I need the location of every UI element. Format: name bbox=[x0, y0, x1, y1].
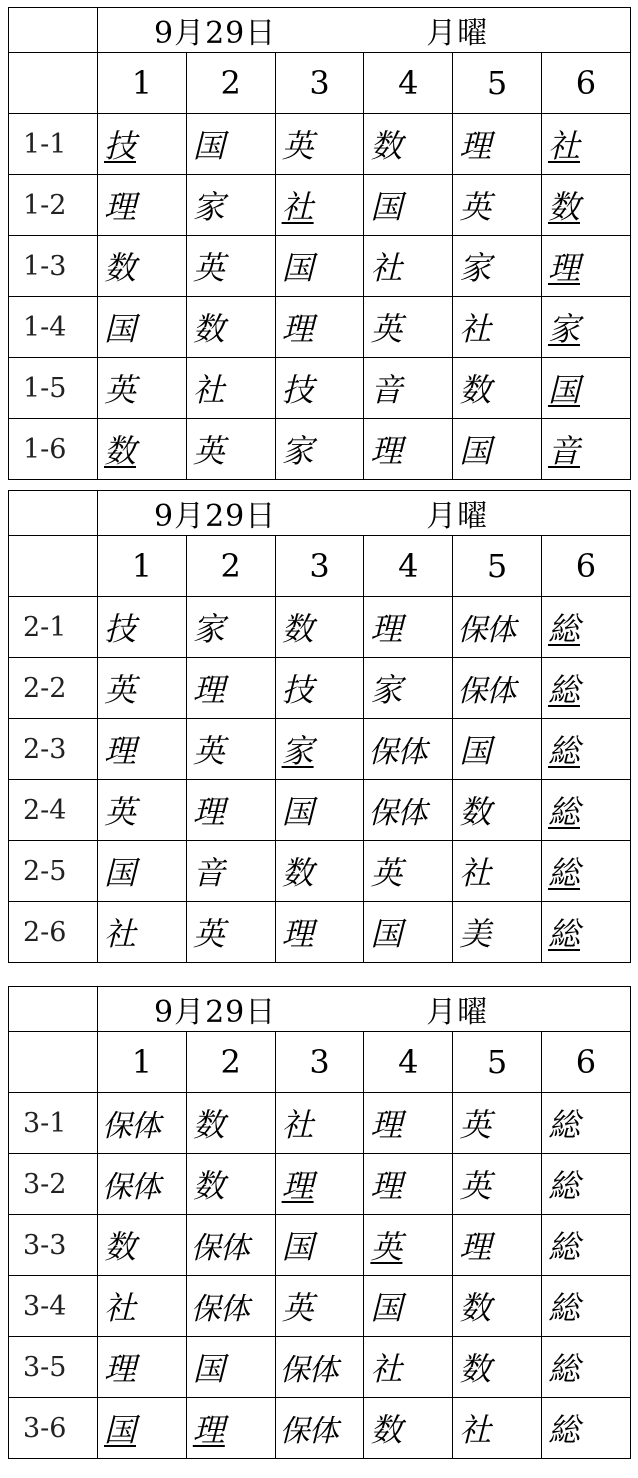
subject-cell: 英 bbox=[453, 1154, 542, 1215]
subject-cell: 英 bbox=[453, 175, 542, 236]
subject-cell: 家 bbox=[186, 597, 275, 658]
subject-cell: 社 bbox=[275, 175, 364, 236]
class-label: 3-4 bbox=[9, 1276, 98, 1337]
table-row bbox=[9, 114, 631, 175]
corner-cell bbox=[9, 1032, 98, 1093]
subject-cell: 理 bbox=[186, 658, 275, 719]
subject-cell: 英 bbox=[275, 1276, 364, 1337]
class-label: 1-1 bbox=[9, 114, 98, 175]
period-header: 1 bbox=[98, 1032, 187, 1093]
subject-cell: 社 bbox=[541, 114, 630, 175]
weekday-text: 月曜 bbox=[426, 16, 489, 51]
period-header: 4 bbox=[364, 53, 453, 114]
subject-cell: 英 bbox=[364, 297, 453, 358]
corner-cell bbox=[9, 53, 98, 114]
table-row bbox=[9, 419, 631, 480]
corner-cell bbox=[9, 987, 98, 1032]
table-row bbox=[9, 1276, 631, 1337]
subject-cell: 理 bbox=[364, 597, 453, 658]
class-label: 3-3 bbox=[9, 1215, 98, 1276]
class-label: 1-6 bbox=[9, 419, 98, 480]
subject-cell: 家 bbox=[186, 175, 275, 236]
subject-cell: 保体 bbox=[186, 1215, 275, 1276]
date-header bbox=[98, 491, 631, 536]
class-label: 1-5 bbox=[9, 358, 98, 419]
subject-cell: 英 bbox=[186, 419, 275, 480]
class-label: 2-4 bbox=[9, 780, 98, 841]
subject-cell: 英 bbox=[186, 719, 275, 780]
period-header: 6 bbox=[541, 53, 630, 114]
period-header: 3 bbox=[275, 53, 364, 114]
subject-cell: 社 bbox=[453, 841, 542, 902]
subject-cell: 国 bbox=[186, 114, 275, 175]
subject-cell: 理 bbox=[275, 1154, 364, 1215]
subject-cell: 理 bbox=[98, 175, 187, 236]
subject-cell: 数 bbox=[98, 236, 187, 297]
subject-cell: 総 bbox=[541, 841, 630, 902]
subject-cell: 数 bbox=[98, 1215, 187, 1276]
subject-cell: 保体 bbox=[275, 1398, 364, 1459]
table-row bbox=[9, 841, 631, 902]
subject-cell: 英 bbox=[453, 1093, 542, 1154]
corner-cell bbox=[9, 491, 98, 536]
subject-cell: 保体 bbox=[98, 1154, 187, 1215]
subject-cell: 総 bbox=[541, 1337, 630, 1398]
period-header: 5 bbox=[453, 1032, 542, 1093]
subject-cell: 理 bbox=[98, 719, 187, 780]
period-header: 2 bbox=[186, 53, 275, 114]
subject-cell: 理 bbox=[364, 1154, 453, 1215]
table-row bbox=[9, 719, 631, 780]
subject-cell: 数 bbox=[186, 1154, 275, 1215]
subject-cell: 英 bbox=[98, 780, 187, 841]
subject-cell: 理 bbox=[98, 1337, 187, 1398]
subject-cell: 理 bbox=[275, 902, 364, 963]
subject-cell: 国 bbox=[275, 1215, 364, 1276]
subject-cell: 理 bbox=[453, 114, 542, 175]
subject-cell: 理 bbox=[186, 780, 275, 841]
period-header: 2 bbox=[186, 1032, 275, 1093]
subject-cell: 総 bbox=[541, 597, 630, 658]
subject-cell: 音 bbox=[364, 358, 453, 419]
subject-cell: 社 bbox=[453, 1398, 542, 1459]
subject-cell: 保体 bbox=[453, 658, 542, 719]
table-row bbox=[9, 902, 631, 963]
subject-cell: 家 bbox=[275, 719, 364, 780]
subject-cell: 家 bbox=[364, 658, 453, 719]
subject-cell: 保体 bbox=[186, 1276, 275, 1337]
corner-cell bbox=[9, 536, 98, 597]
class-label: 3-5 bbox=[9, 1337, 98, 1398]
subject-cell: 音 bbox=[541, 419, 630, 480]
class-label: 3-1 bbox=[9, 1093, 98, 1154]
subject-cell: 国 bbox=[275, 780, 364, 841]
subject-cell: 社 bbox=[98, 1276, 187, 1337]
table-row bbox=[9, 1093, 631, 1154]
subject-cell: 数 bbox=[364, 1398, 453, 1459]
class-label: 3-2 bbox=[9, 1154, 98, 1215]
timetable-grade-3 bbox=[8, 986, 631, 1459]
subject-cell: 理 bbox=[364, 419, 453, 480]
corner-cell bbox=[9, 8, 98, 53]
subject-cell: 音 bbox=[186, 841, 275, 902]
subject-cell: 英 bbox=[364, 841, 453, 902]
subject-cell: 数 bbox=[453, 358, 542, 419]
subject-cell: 数 bbox=[98, 419, 187, 480]
subject-cell: 保体 bbox=[275, 1337, 364, 1398]
timetable-grade-1 bbox=[8, 7, 631, 480]
period-header: 6 bbox=[541, 1032, 630, 1093]
subject-cell: 数 bbox=[364, 114, 453, 175]
period-header: 2 bbox=[186, 536, 275, 597]
weekday-text: 月曜 bbox=[426, 499, 489, 534]
subject-cell: 家 bbox=[453, 236, 542, 297]
subject-cell: 保体 bbox=[98, 1093, 187, 1154]
table-row bbox=[9, 780, 631, 841]
subject-cell: 保体 bbox=[364, 719, 453, 780]
subject-cell: 保体 bbox=[453, 597, 542, 658]
period-header: 4 bbox=[364, 1032, 453, 1093]
table-row bbox=[9, 175, 631, 236]
class-label: 2-5 bbox=[9, 841, 98, 902]
subject-cell: 技 bbox=[98, 597, 187, 658]
period-header: 6 bbox=[541, 536, 630, 597]
subject-cell: 総 bbox=[541, 1276, 630, 1337]
subject-cell: 数 bbox=[275, 841, 364, 902]
period-header: 5 bbox=[453, 536, 542, 597]
subject-cell: 数 bbox=[541, 175, 630, 236]
subject-cell: 国 bbox=[186, 1337, 275, 1398]
subject-cell: 理 bbox=[186, 1398, 275, 1459]
class-label: 3-6 bbox=[9, 1398, 98, 1459]
subject-cell: 社 bbox=[453, 297, 542, 358]
subject-cell: 社 bbox=[364, 236, 453, 297]
class-label: 2-3 bbox=[9, 719, 98, 780]
subject-cell: 社 bbox=[364, 1337, 453, 1398]
subject-cell: 総 bbox=[541, 1215, 630, 1276]
subject-cell: 家 bbox=[541, 297, 630, 358]
subject-cell: 数 bbox=[453, 1276, 542, 1337]
subject-cell: 総 bbox=[541, 1093, 630, 1154]
period-header: 5 bbox=[453, 53, 542, 114]
period-header: 3 bbox=[275, 1032, 364, 1093]
subject-cell: 英 bbox=[275, 114, 364, 175]
date-text: 9月29日 bbox=[154, 499, 277, 534]
class-label: 2-2 bbox=[9, 658, 98, 719]
period-header: 3 bbox=[275, 536, 364, 597]
period-header: 1 bbox=[98, 536, 187, 597]
subject-cell: 国 bbox=[364, 175, 453, 236]
subject-cell: 英 bbox=[364, 1215, 453, 1276]
subject-cell: 英 bbox=[186, 902, 275, 963]
class-label: 2-6 bbox=[9, 902, 98, 963]
timetable-grade-2 bbox=[8, 490, 631, 963]
subject-cell: 保体 bbox=[364, 780, 453, 841]
date-header bbox=[98, 8, 631, 53]
subject-cell: 理 bbox=[541, 236, 630, 297]
subject-cell: 総 bbox=[541, 1154, 630, 1215]
table-row bbox=[9, 658, 631, 719]
subject-cell: 国 bbox=[275, 236, 364, 297]
date-header bbox=[98, 987, 631, 1032]
subject-cell: 数 bbox=[186, 297, 275, 358]
subject-cell: 総 bbox=[541, 658, 630, 719]
subject-cell: 数 bbox=[186, 1093, 275, 1154]
subject-cell: 英 bbox=[98, 358, 187, 419]
subject-cell: 国 bbox=[541, 358, 630, 419]
subject-cell: 社 bbox=[275, 1093, 364, 1154]
subject-cell: 技 bbox=[98, 114, 187, 175]
table-row bbox=[9, 1154, 631, 1215]
subject-cell: 総 bbox=[541, 780, 630, 841]
subject-cell: 数 bbox=[275, 597, 364, 658]
subject-cell: 総 bbox=[541, 902, 630, 963]
subject-cell: 技 bbox=[275, 658, 364, 719]
subject-cell: 英 bbox=[98, 658, 187, 719]
period-header: 4 bbox=[364, 536, 453, 597]
subject-cell: 国 bbox=[453, 419, 542, 480]
subject-cell: 国 bbox=[98, 297, 187, 358]
table-row bbox=[9, 236, 631, 297]
class-label: 1-2 bbox=[9, 175, 98, 236]
subject-cell: 技 bbox=[275, 358, 364, 419]
class-label: 1-3 bbox=[9, 236, 98, 297]
subject-cell: 総 bbox=[541, 1398, 630, 1459]
subject-cell: 社 bbox=[98, 902, 187, 963]
period-header: 1 bbox=[98, 53, 187, 114]
table-row bbox=[9, 1398, 631, 1459]
table-row bbox=[9, 358, 631, 419]
class-label: 1-4 bbox=[9, 297, 98, 358]
subject-cell: 美 bbox=[453, 902, 542, 963]
subject-cell: 社 bbox=[186, 358, 275, 419]
subject-cell: 国 bbox=[453, 719, 542, 780]
table-row bbox=[9, 297, 631, 358]
subject-cell: 理 bbox=[364, 1093, 453, 1154]
class-label: 2-1 bbox=[9, 597, 98, 658]
subject-cell: 国 bbox=[98, 1398, 187, 1459]
date-text: 9月29日 bbox=[154, 16, 277, 51]
subject-cell: 総 bbox=[541, 719, 630, 780]
subject-cell: 国 bbox=[364, 1276, 453, 1337]
table-row bbox=[9, 1337, 631, 1398]
subject-cell: 家 bbox=[275, 419, 364, 480]
subject-cell: 国 bbox=[364, 902, 453, 963]
subject-cell: 数 bbox=[453, 780, 542, 841]
subject-cell: 数 bbox=[453, 1337, 542, 1398]
table-row bbox=[9, 597, 631, 658]
subject-cell: 国 bbox=[98, 841, 187, 902]
table-row bbox=[9, 1215, 631, 1276]
date-text: 9月29日 bbox=[154, 995, 277, 1030]
subject-cell: 理 bbox=[275, 297, 364, 358]
subject-cell: 英 bbox=[186, 236, 275, 297]
weekday-text: 月曜 bbox=[426, 995, 489, 1030]
subject-cell: 理 bbox=[453, 1215, 542, 1276]
